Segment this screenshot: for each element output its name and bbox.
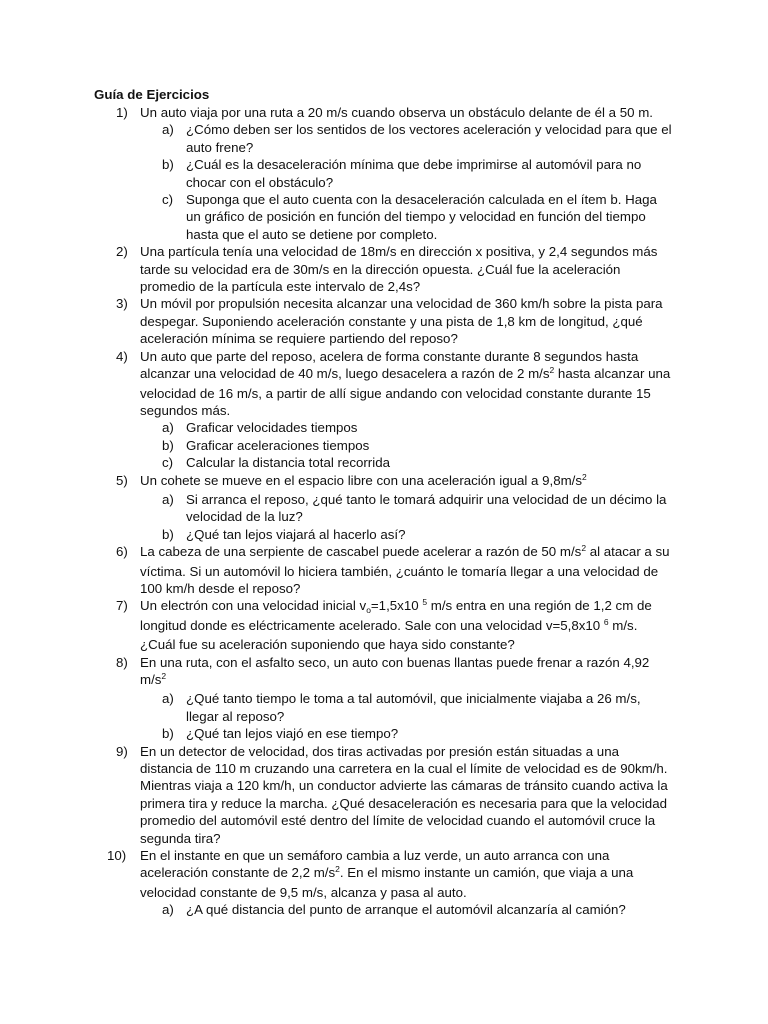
exercise-number: 5) [116,472,128,488]
exercise-8 [0,654,768,691]
exercise-1-b [0,156,768,191]
exercise-text: Un auto que parte del reposo, acelera de forma constante durante 8 segundos hasta alcanzar una velocidad de 40 m/s, luego desacelera a razón de 2 $m/s^2$ hasta alcanzar una velocidad de 16 m/s, a partir de allí sigue andando con velocidad constante durante 15 segundos más. [140,348,671,418]
exercise-4-a [0,419,768,436]
exercise-number: 6) [116,544,128,560]
sub-label: c) [162,192,174,208]
exercise-5-b [0,526,768,543]
sub-label: b) [162,157,174,173]
exercise-1-a [0,121,768,156]
exercise-text: Un cohete se mueve en el espacio libre con una aceleración igual a $9,8m/s^2$ [140,471,587,488]
exercise-4 [0,348,768,420]
exercise-9 [0,743,768,847]
exercise-text: Un electrón con una velocidad inicial $v_o=1,5x10$ $^5$ m/s entra en una región de 1,2 cm de longitud donde es eléctricamente acelerado. Sale con una velocidad v=5,8x10 $^6$ m/s. ¿Cuál fue su aceleración suponiendo que haya sido constante? [140,597,652,653]
sub-label: a) [162,902,174,918]
sub-label: b) [162,726,174,742]
exercise-3 [0,295,768,347]
sub-text: ¿Qué tan lejos viajará al hacerlo así? [186,526,406,542]
exercise-number: 10) [107,848,127,864]
sub-text: ¿A qué distancia del punto de arranque el automóvil alcanzaría al camión? [186,902,626,918]
exercise-number: 7) [116,598,128,614]
exercise-text: Un auto viaja por una ruta a 20 m/s cuando observa un obstáculo delante de él a 50 m. [140,105,654,120]
sub-text: Calcular la distancia total recorrida [186,455,390,471]
exercise-number: 1) [116,105,128,120]
exercise-1 [0,104,768,121]
exercise-4-b [0,437,768,454]
sub-label: b) [162,526,174,542]
document-title: Guía de Ejercicios [94,87,210,102]
sub-text: ¿Qué tanto tiempo le toma a tal automóvil, que inicialmente viajaba a 26 m/s, llegar al reposo? [186,691,641,724]
sub-text: ¿Qué tan lejos viajó en ese tiempo? [186,726,399,742]
exercise-text: En una ruta, con el asfalto seco, un auto con buenas llantas puede frenar a razón 4,92 $m/s^2$ [140,654,650,687]
exercise-5 [0,472,768,491]
exercise-number: 9) [116,743,128,759]
exercise-text: En el instante en que un semáforo cambia a luz verde, un auto arranca con una aceleración constante de 2,2 $m/s^2$. En el mismo instante un camión, que viaja a una velocidad constante de 9,5 m/s, alcanza y pasa al auto. [140,848,634,900]
exercise-text: Un móvil por propulsión necesita alcanzar una velocidad de 360 km/h sobre la pista para despegar. Suponiendo aceleración constante y una pista de 1,8 km de longitud, ¿qué aceleración mínima se requiere partiendo del reposo? [140,296,663,347]
sub-text: ¿Cómo deben ser los sentidos de los vectores aceleración y velocidad para que el auto frene? [186,122,672,155]
exercise-number: 4) [116,348,128,364]
sub-text: Suponga que el auto cuenta con la desaceleración calculada en el ítem b. Haga un gráfico de posición en función del tiempo y velocidad en función del tiempo hasta que el auto se detiene por completo. [186,192,657,242]
sub-text: ¿Cuál es la desaceleración mínima que debe imprimirse al automóvil para no chocar con el obstáculo? [186,157,642,190]
sub-label: a) [162,491,174,507]
exercise-number: 3) [116,296,128,312]
sub-text: Si arranca el reposo, ¿qué tanto le tomará adquirir una velocidad de un décimo la velocidad de la luz? [186,491,667,525]
exercise-text: La cabeza de una serpiente de cascabel puede acelerar a razón de 50 $m/s^2$ al atacar a su víctima. Si un automóvil lo hiciera también, ¿cuánto le tomaría llegar a una velocidad de 100 km/h desde el reposo? [140,543,670,596]
exercise-5-a [0,491,768,526]
sub-label: a) [162,420,174,436]
exercise-8-b [0,725,768,742]
exercise-4-c [0,454,768,471]
exercise-10 [0,847,768,901]
sub-text: Graficar velocidades tiempos [186,420,358,436]
exercise-text: Una partícula tenía una velocidad de 18m/s en dirección x positiva, y 2,4 segundos más tarde su velocidad era de 30m/s en la dirección opuesta. ¿Cuál fue la aceleración promedio de la partícula este intervalo de 2,4s? [140,244,658,295]
sub-label: a) [162,122,174,138]
exercise-7 [0,597,768,653]
exercise-2 [0,243,768,295]
sub-label: c) [162,455,174,471]
sub-label: b) [162,437,174,453]
exercise-number: 2) [116,244,128,260]
sub-text: Graficar aceleraciones tiempos [186,437,370,453]
exercise-1-c [0,191,768,243]
exercise-list [0,104,768,919]
exercise-text: En un detector de velocidad, dos tiras activadas por presión están situadas a una distancia de 110 m cruzando una carretera en la cual el límite de velocidad es de 90km/h. Mientras viaja a 120 km/h, un conductor advierte las cámaras de tránsito cuando activa la primera tira y reduce la marcha. ¿Qué desaceleración es necesaria para que la velocidad promedio del automóvil esté dentro del límite de velocidad cuando el automóvil cruce la segunda tira? [140,743,668,846]
exercise-6 [0,543,768,597]
exercise-10-a [0,901,768,918]
exercise-8-a [0,690,768,725]
exercise-number: 8) [116,654,128,670]
sub-label: a) [162,691,174,707]
